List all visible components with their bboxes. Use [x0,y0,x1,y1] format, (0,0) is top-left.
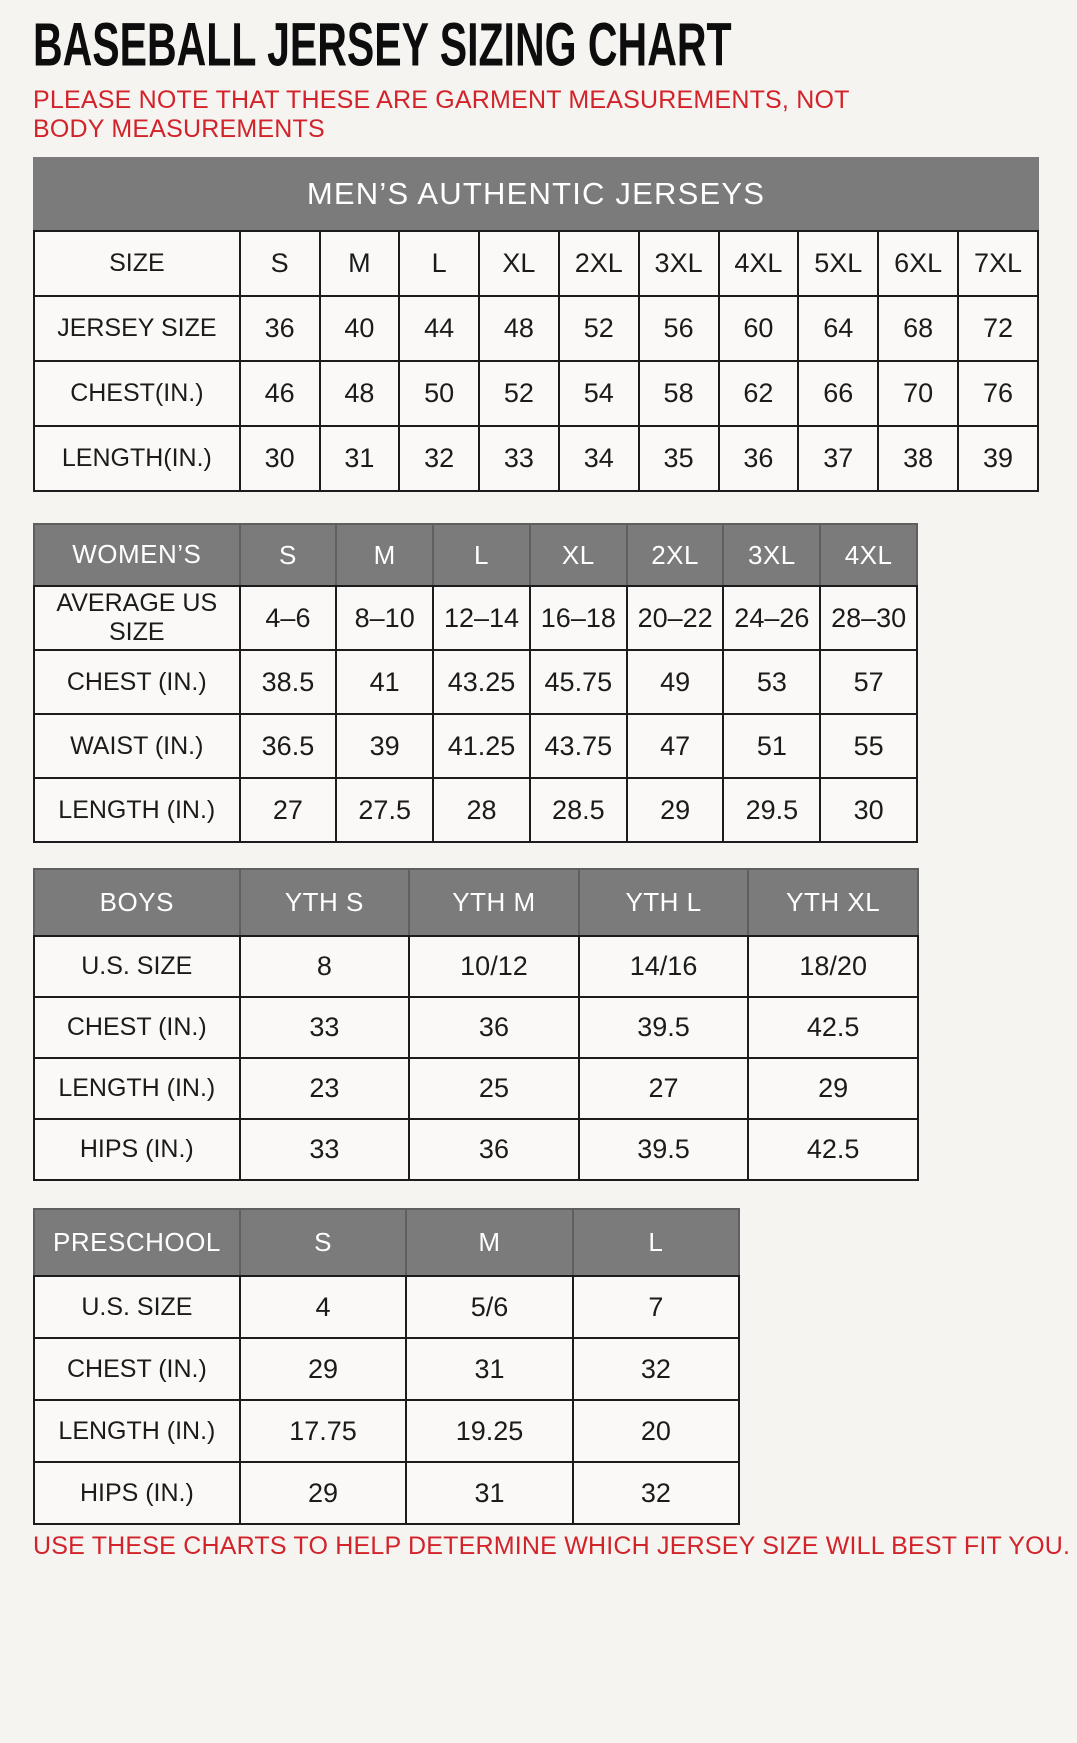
preschool-value-cell: 5/6 [406,1276,572,1338]
womens-value-cell: 41.25 [433,714,530,778]
preschool-col-header-cell: S [240,1209,406,1276]
mens-value-cell: 36 [719,426,799,491]
preschool-sizing-table [33,1208,740,1525]
mens-value-cell: 32 [399,426,479,491]
mens-value-cell: 48 [320,361,400,426]
preschool-value-cell: 4 [240,1276,406,1338]
mens-row-label-cell: SIZE [34,231,240,296]
womens-value-cell: 45.75 [530,650,627,714]
mens-value-cell: M [320,231,400,296]
boys-row-label-cell: LENGTH (IN.) [34,1058,240,1119]
mens-value-cell: 36 [240,296,320,361]
womens-value-cell: 8–10 [336,586,433,650]
womens-value-cell: 53 [723,650,820,714]
mens-value-cell: 48 [479,296,559,361]
mens-value-cell: 35 [639,426,719,491]
mens-data-row [34,361,1038,426]
boys-value-cell: 27 [579,1058,749,1119]
womens-value-cell: 36.5 [240,714,337,778]
womens-value-cell: 43.25 [433,650,530,714]
preschool-value-cell: 20 [573,1400,739,1462]
mens-value-cell: 30 [240,426,320,491]
preschool-data-row [34,1462,739,1524]
boys-header-label-cell: BOYS [34,869,240,936]
mens-data-row [34,231,1038,296]
preschool-value-cell: 31 [406,1338,572,1400]
preschool-header-row [34,1209,739,1276]
boys-grid [33,868,919,1181]
preschool-value-cell: 32 [573,1338,739,1400]
womens-value-cell: 39 [336,714,433,778]
preschool-value-cell: 29 [240,1338,406,1400]
mens-value-cell: 76 [958,361,1038,426]
mens-value-cell: 70 [878,361,958,426]
womens-header-row [34,524,917,586]
womens-value-cell: 20–22 [627,586,724,650]
mens-value-cell: 50 [399,361,479,426]
mens-value-cell: 4XL [719,231,799,296]
womens-value-cell: 28.5 [530,778,627,842]
mens-value-cell: 52 [559,296,639,361]
womens-value-cell: 29.5 [723,778,820,842]
mens-value-cell: L [399,231,479,296]
womens-value-cell: 16–18 [530,586,627,650]
womens-value-cell: 27.5 [336,778,433,842]
boys-value-cell: 33 [240,1119,410,1180]
mens-value-cell: S [240,231,320,296]
boys-col-header-cell: YTH M [409,869,579,936]
womens-value-cell: 49 [627,650,724,714]
preschool-value-cell: 31 [406,1462,572,1524]
womens-value-cell: 57 [820,650,917,714]
mens-value-cell: 2XL [559,231,639,296]
mens-banner: MEN’S AUTHENTIC JERSEYS [33,157,1039,230]
boys-row-label-cell: U.S. SIZE [34,936,240,997]
boys-value-cell: 10/12 [409,936,579,997]
womens-col-header-cell: XL [530,524,627,586]
boys-value-cell: 18/20 [748,936,918,997]
boys-data-row [34,1058,918,1119]
preschool-row-label-cell: U.S. SIZE [34,1276,240,1338]
mens-row-label-cell: JERSEY SIZE [34,296,240,361]
boys-value-cell: 25 [409,1058,579,1119]
mens-value-cell: 46 [240,361,320,426]
womens-value-cell: 43.75 [530,714,627,778]
boys-header-row [34,869,918,936]
boys-value-cell: 42.5 [748,1119,918,1180]
mens-value-cell: XL [479,231,559,296]
boys-col-header-cell: YTH XL [748,869,918,936]
mens-value-cell: 62 [719,361,799,426]
mens-value-cell: 38 [878,426,958,491]
mens-value-cell: 31 [320,426,400,491]
womens-value-cell: 30 [820,778,917,842]
boys-value-cell: 23 [240,1058,410,1119]
womens-col-header-cell: 2XL [627,524,724,586]
mens-value-cell: 52 [479,361,559,426]
womens-col-header-cell: S [240,524,337,586]
womens-data-row [34,714,917,778]
boys-col-header-cell: YTH S [240,869,410,936]
fit-advice-footer: USE THESE CHARTS TO HELP DETERMINE WHICH JERSEY SIZE WILL BEST FIT YOU. [33,1532,1071,1560]
womens-value-cell: 28–30 [820,586,917,650]
womens-grid [33,523,918,843]
womens-value-cell: 29 [627,778,724,842]
womens-value-cell: 24–26 [723,586,820,650]
mens-value-cell: 33 [479,426,559,491]
mens-value-cell: 6XL [878,231,958,296]
womens-col-header-cell: M [336,524,433,586]
mens-data-row [34,426,1038,491]
preschool-value-cell: 29 [240,1462,406,1524]
boys-data-row [34,936,918,997]
preschool-value-cell: 7 [573,1276,739,1338]
womens-value-cell: 28 [433,778,530,842]
womens-row-label-cell: AVERAGE US SIZE [34,586,240,650]
mens-value-cell: 72 [958,296,1038,361]
womens-value-cell: 12–14 [433,586,530,650]
womens-row-label-cell: LENGTH (IN.) [34,778,240,842]
womens-row-label-cell: CHEST (IN.) [34,650,240,714]
boys-value-cell: 8 [240,936,410,997]
garment-measurements-note: PLEASE NOTE THAT THESE ARE GARMENT MEASUREMENTS, NOT BODY MEASUREMENTS [33,86,850,143]
mens-value-cell: 68 [878,296,958,361]
womens-row-label-cell: WAIST (IN.) [34,714,240,778]
boys-value-cell: 14/16 [579,936,749,997]
boys-value-cell: 33 [240,997,410,1058]
womens-value-cell: 27 [240,778,337,842]
boys-data-row [34,997,918,1058]
womens-value-cell: 51 [723,714,820,778]
mens-value-cell: 40 [320,296,400,361]
preschool-value-cell: 17.75 [240,1400,406,1462]
mens-value-cell: 66 [798,361,878,426]
preschool-header-label-cell: PRESCHOOL [34,1209,240,1276]
page-title [33,10,1003,80]
preschool-grid [33,1208,740,1525]
mens-value-cell: 39 [958,426,1038,491]
preschool-data-row [34,1400,739,1462]
womens-value-cell: 4–6 [240,586,337,650]
mens-value-cell: 64 [798,296,878,361]
mens-value-cell: 34 [559,426,639,491]
womens-data-row [34,650,917,714]
womens-value-cell: 41 [336,650,433,714]
boys-value-cell: 29 [748,1058,918,1119]
preschool-col-header-cell: M [406,1209,572,1276]
preschool-row-label-cell: HIPS (IN.) [34,1462,240,1524]
page-title-text: BASEBALL JERSEY SIZING CHART [33,10,732,80]
womens-sizing-table [33,523,918,843]
mens-value-cell: 3XL [639,231,719,296]
preschool-value-cell: 19.25 [406,1400,572,1462]
boys-value-cell: 39.5 [579,1119,749,1180]
mens-value-cell: 44 [399,296,479,361]
boys-row-label-cell: HIPS (IN.) [34,1119,240,1180]
boys-data-row [34,1119,918,1180]
boys-value-cell: 36 [409,997,579,1058]
preschool-row-label-cell: CHEST (IN.) [34,1338,240,1400]
mens-value-cell: 54 [559,361,639,426]
preschool-row-label-cell: LENGTH (IN.) [34,1400,240,1462]
womens-value-cell: 47 [627,714,724,778]
mens-value-cell: 60 [719,296,799,361]
womens-col-header-cell: 4XL [820,524,917,586]
womens-col-header-cell: 3XL [723,524,820,586]
mens-sizing-table [33,157,1039,492]
womens-data-row [34,586,917,650]
mens-value-cell: 58 [639,361,719,426]
womens-value-cell: 55 [820,714,917,778]
mens-row-label-cell: CHEST(IN.) [34,361,240,426]
boys-col-header-cell: YTH L [579,869,749,936]
preschool-data-row [34,1338,739,1400]
mens-value-cell: 7XL [958,231,1038,296]
mens-grid [33,230,1039,492]
preschool-data-row [34,1276,739,1338]
boys-value-cell: 36 [409,1119,579,1180]
mens-data-row [34,296,1038,361]
womens-header-label-cell: WOMEN’S [34,524,240,586]
boys-value-cell: 42.5 [748,997,918,1058]
boys-value-cell: 39.5 [579,997,749,1058]
mens-value-cell: 5XL [798,231,878,296]
womens-data-row [34,778,917,842]
mens-value-cell: 56 [639,296,719,361]
preschool-value-cell: 32 [573,1462,739,1524]
preschool-col-header-cell: L [573,1209,739,1276]
mens-row-label-cell: LENGTH(IN.) [34,426,240,491]
boys-sizing-table [33,868,919,1181]
boys-row-label-cell: CHEST (IN.) [34,997,240,1058]
womens-value-cell: 38.5 [240,650,337,714]
mens-value-cell: 37 [798,426,878,491]
womens-col-header-cell: L [433,524,530,586]
